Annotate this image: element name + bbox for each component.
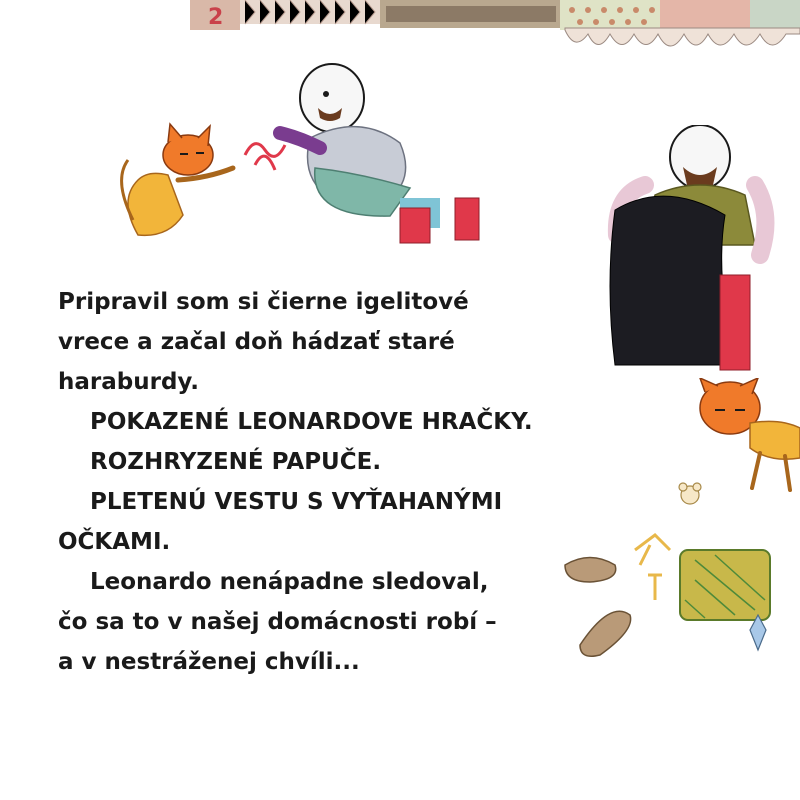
teddy-ear xyxy=(693,483,701,491)
top-collage-border xyxy=(190,0,800,62)
story-line: vrece a začal doň hádzať staré xyxy=(58,329,455,355)
story-line: Pripravil som si čierne igelitové xyxy=(58,289,469,315)
man-eye xyxy=(323,91,329,97)
story-line: čo sa to v našej domácnosti robí – xyxy=(58,609,497,635)
teddy-ear xyxy=(679,483,687,491)
story-line: OČKAMI. xyxy=(58,529,171,555)
story-text xyxy=(58,282,598,682)
collage-scalloped-edge xyxy=(565,28,800,46)
story-line: Leonardo nenápadne sledoval, xyxy=(90,569,489,595)
story-list-item: ROZHRYZENÉ PAPUČE. xyxy=(90,449,382,475)
collage-patch xyxy=(560,0,660,30)
collage-digit: 2 xyxy=(208,5,224,30)
orange-cat-illustration xyxy=(690,378,800,498)
story-list-item: POKAZENÉ LEONARDOVE HRAČKY. xyxy=(90,409,533,435)
cat-body xyxy=(750,421,800,459)
cat-playing-illustration xyxy=(108,120,248,250)
story-line: a v nestráženej chvíli... xyxy=(58,649,360,675)
cat-body xyxy=(128,173,183,235)
collage-patch xyxy=(660,0,750,30)
broken-toy xyxy=(635,535,670,565)
collage-patch xyxy=(386,6,556,22)
man-arm-sweater xyxy=(280,133,320,148)
man-arm-right xyxy=(755,185,765,255)
man-sitting-illustration xyxy=(270,58,490,248)
man-head xyxy=(300,64,364,132)
man-slipper-left xyxy=(400,208,430,243)
man-leg xyxy=(720,275,750,370)
story-list-item: PLETENÚ VESTU S VYŤAHANÝMI xyxy=(90,489,503,515)
story-line: haraburdy. xyxy=(58,369,200,395)
black-garbage-bag xyxy=(610,196,735,365)
collage-patch xyxy=(750,0,800,30)
toy-piece xyxy=(648,575,662,600)
man-with-bag-illustration xyxy=(605,125,775,375)
cat-legs xyxy=(752,453,790,490)
teddy-bear-toy xyxy=(676,480,704,508)
man-slipper-right xyxy=(455,198,479,240)
